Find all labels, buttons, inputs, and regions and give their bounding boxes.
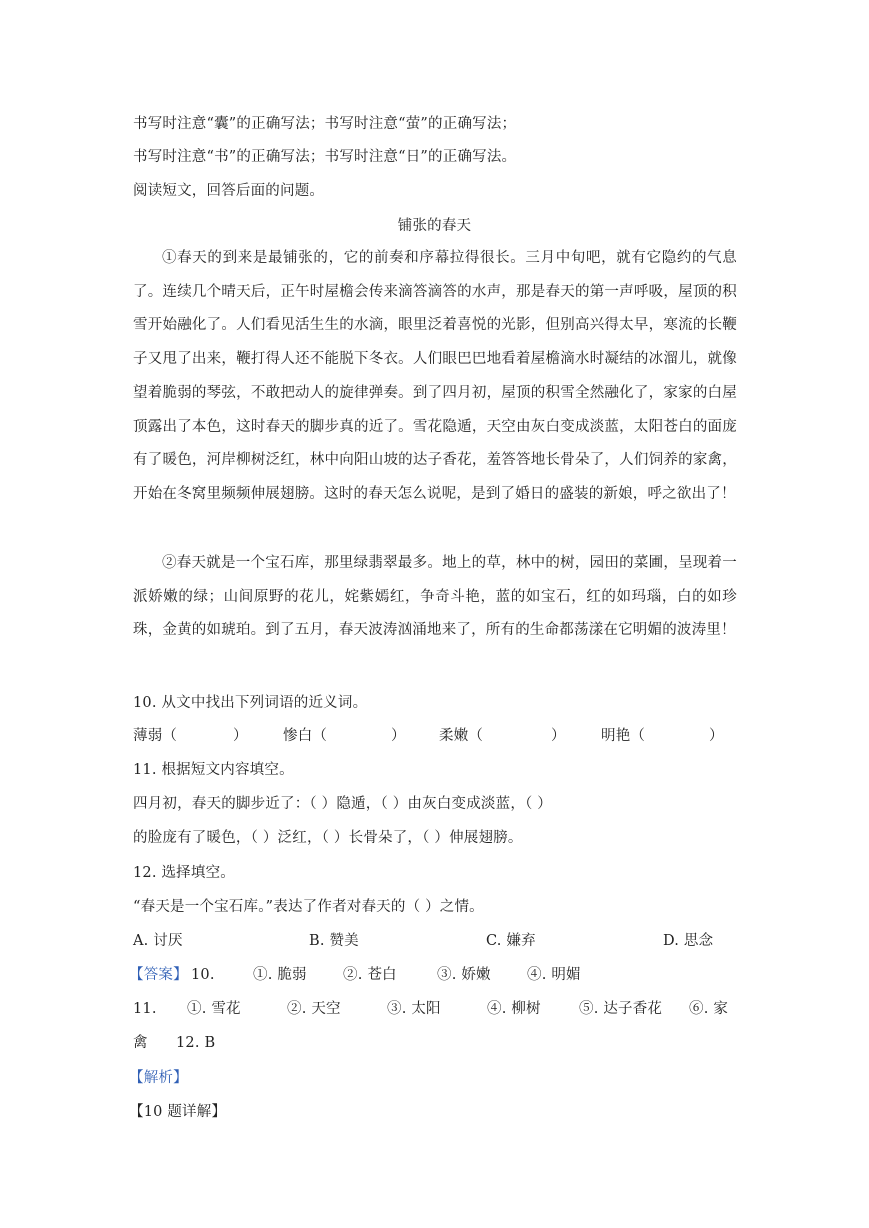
answer-11-item-5: ⑤. 达子香花 [579,1001,663,1017]
answer-row-11 [133,999,737,1019]
option-d: D. 思念 [663,933,714,949]
question-10-detail-heading: 【10 题详解】 [129,1104,227,1120]
word-4: 明艳（ [601,728,646,744]
answer-12: 12. B [176,1035,216,1051]
article-paragraph-1 [133,242,737,512]
answer-10-item-2: ②. 苍白 [343,967,397,983]
intro-line-3: 阅读短文，回答后面的问题。 [133,183,325,199]
word-1-close: ） [233,728,248,744]
word-2: 惨白（ [283,728,328,744]
intro-line-2: 书写时注意“书”的正确写法；书写时注意“日”的正确写法。 [133,149,517,165]
analysis-label: 【解析】 [129,1070,188,1086]
answer-label: 【答案】 [129,967,188,983]
question-12-stem: 12. 选择填空。 [133,865,235,881]
word-3: 柔嫩（ [439,728,484,744]
option-c: C. 嫌弃 [486,933,536,949]
answer-11-item-3: ③. 太阳 [387,1001,441,1017]
question-11-stem: 11. 根据短文内容填空。 [133,762,294,778]
word-4-close: ） [709,728,724,744]
question-11-line-2: 的脸庞有了暖色，（ ）泛红，（ ）长骨朵了，（ ）伸展翅膀。 [133,830,523,846]
option-b: B. 赞美 [309,933,359,949]
paragraph-1-text: ①春天的到来是最铺张的，它的前奏和序幕拉得很长。三月中旬吧，就有它隐约的气息了。连续几个晴天后，正午时屋檐会传来滴答滴答的水声，那是春天的第一声呼吸，屋顶的积雪开始融化了。人们看见活生生的水滴，眼里泛着喜悦的光影，但别高兴得太早，寒流的长鞭子又甩了出来，鞭打得人还不能脱下冬衣。人们眼巴巴地看着屋檐滴水时凝结的冰溜儿，就像望着脆弱的琴弦，不敢把动人的旋律弹奏。到了四月初，屋顶的积雪全然融化了，家家的白屋顶露出了本色，这时春天的脚步真的近了。雪花隐遁，天空由灰白变成淡蓝，太阳苍白的面庞有了暖色，河岸柳树泛红，林中向阳山坡的达子香花，羞答答地长骨朵了，人们饲养的家禽，开始在冬窝里频频伸展翅膀。这时的春天怎么说呢，是到了婚日的盛装的新娘，呼之欲出了！ [133,250,737,502]
word-2-close: ） [391,728,406,744]
answer-row-10 [129,965,737,985]
answer-11-number: 11. [133,1001,157,1017]
article-paragraph-2 [133,547,737,648]
answer-11-item-4: ④. 柳树 [487,1001,541,1017]
question-10-stem: 10. 从文中找出下列词语的近义词。 [133,695,368,711]
question-10-words [133,726,737,746]
article-title: 铺张的春天 [397,218,472,234]
question-12-sentence: “春天是一个宝石库。”表达了作者对春天的（ ）之情。 [133,899,484,915]
question-11-line-1: 四月初，春天的脚步近了：（ ）隐遁，（ ）由灰白变成淡蓝，（ ） [133,796,552,812]
answer-10-item-4: ④. 明媚 [527,967,581,983]
answer-10-item-1: ①. 脆弱 [253,967,307,983]
word-1: 薄弱（ [133,728,178,744]
answer-11-item-6: ⑥. 家 [689,1001,729,1017]
answer-10-number: 10. [191,967,215,983]
answer-11-item-1: ①. 雪花 [187,1001,241,1017]
intro-line-1: 书写时注意“囊”的正确写法；书写时注意“萤”的正确写法； [133,116,517,132]
answer-10-item-3: ③. 娇嫩 [437,967,491,983]
answer-11-item-2: ②. 天空 [287,1001,341,1017]
question-12-options [133,931,737,951]
paragraph-2-text: ②春天就是一个宝石库，那里绿翡翠最多。地上的草，林中的树，园田的菜圃，呈现着一派娇嫩的绿；山间原野的花儿，姹紫嫣红，争奇斗艳，蓝的如宝石，红的如玛瑙，白的如珍珠，金黄的如琥珀。到了五月，春天波涛汹涌地来了，所有的生命都荡漾在它明媚的波涛里！ [133,555,737,639]
option-a: A. 讨厌 [133,933,183,949]
answer-11-continuation: 禽 [133,1035,148,1051]
answer-row-11-cont [133,1033,737,1053]
word-3-close: ） [551,728,566,744]
